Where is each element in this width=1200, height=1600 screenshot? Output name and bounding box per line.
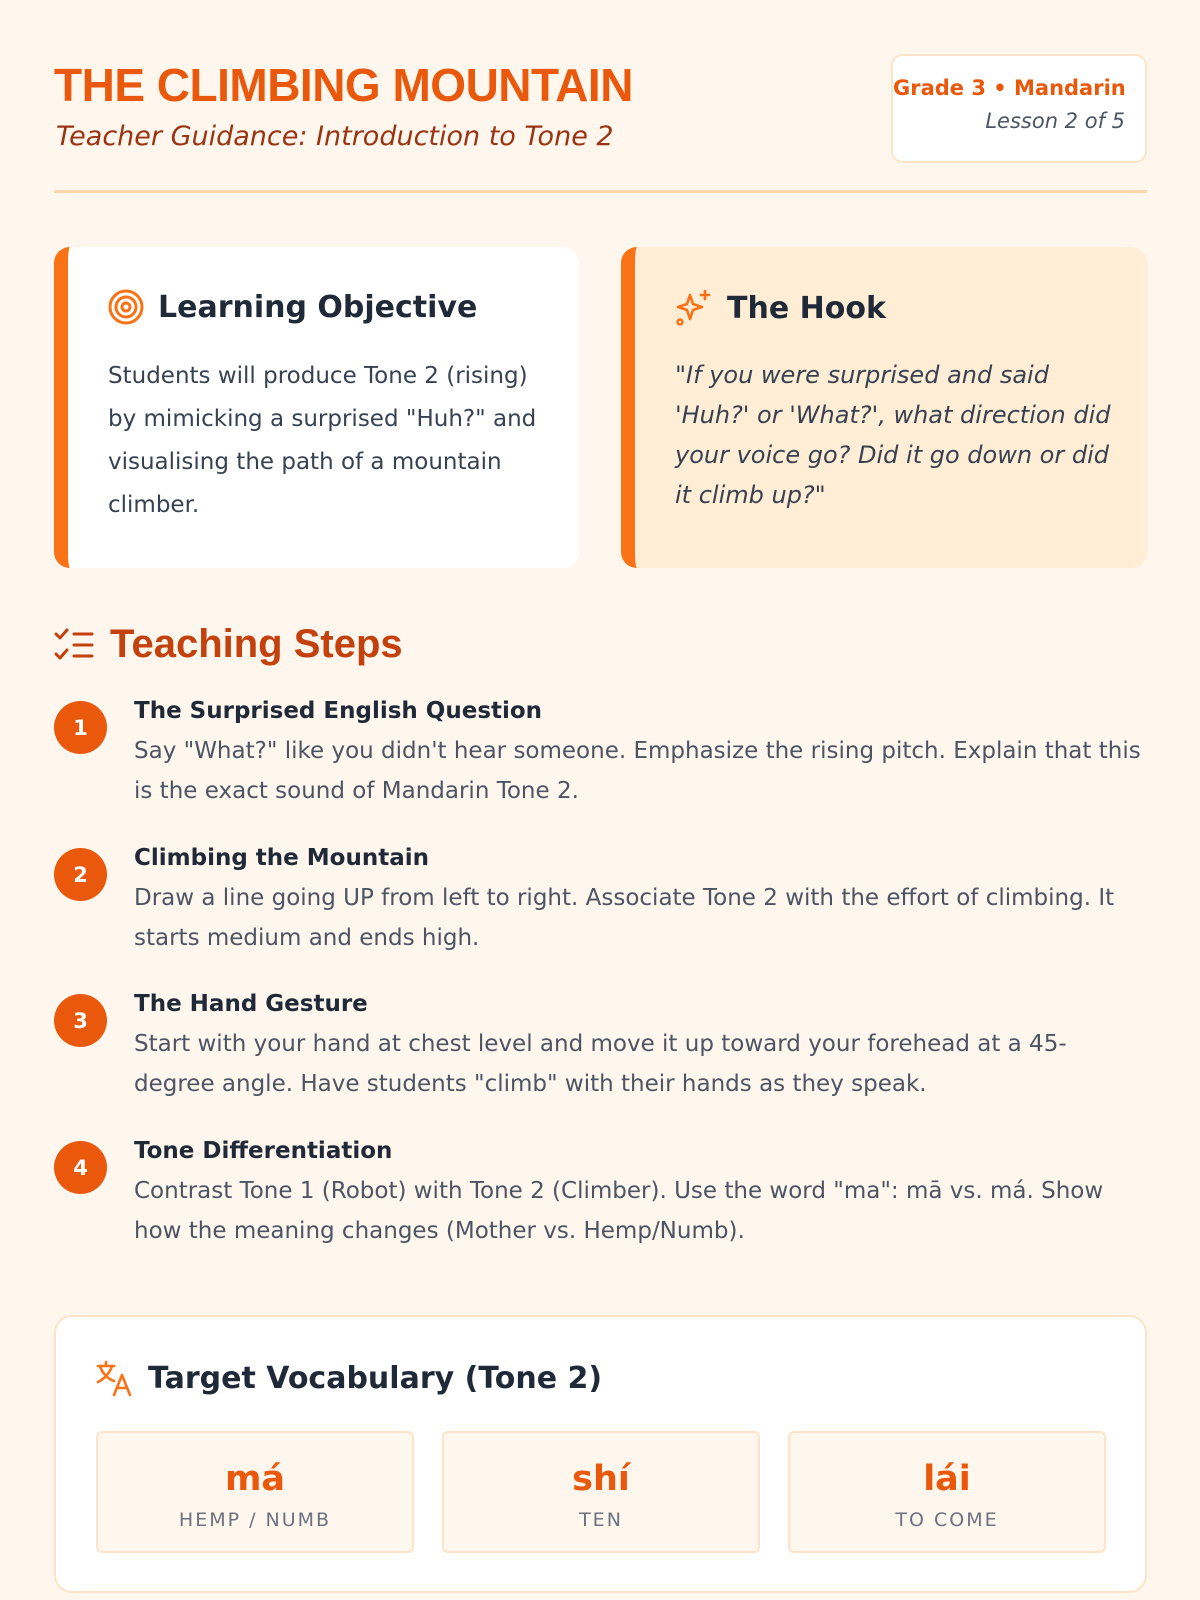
hook-heading	[675, 289, 886, 327]
page-title: THE CLIMBING MOUNTAIN	[54, 59, 633, 111]
hook-text: "If you were surprised and said 'Huh?' or 'What?', what direction did your voice go? Did it go down or did it climb up?"	[675, 361, 1111, 509]
step-heading: The Hand Gesture	[134, 991, 368, 1017]
target-vocabulary-heading	[96, 1359, 602, 1397]
intro-cards	[54, 247, 1147, 568]
learning-objective-title: Learning Objective	[158, 289, 478, 325]
step-number-badge: 3	[54, 994, 107, 1047]
vocab-card	[96, 1431, 414, 1553]
header	[54, 0, 1147, 193]
lesson-label: Lesson 2 of 5	[985, 109, 1125, 133]
target-icon	[108, 289, 144, 325]
sparkles-icon	[675, 289, 713, 327]
learning-objective-text: Students will produce Tone 2 (rising) by mimicking a surprised "Huh?" and visualising the path of a mountain climber.	[108, 363, 537, 518]
learning-objective-card	[54, 247, 579, 568]
vocab-meaning: TEN	[579, 1509, 623, 1531]
page-subtitle: Teacher Guidance: Introduction to Tone 2	[56, 121, 614, 152]
teaching-steps-title: Teaching Steps	[110, 622, 403, 666]
teaching-steps-heading	[54, 622, 403, 667]
step-description: Contrast Tone 1 (Robot) with Tone 2 (Climber). Use the word "ma": mā vs. má. Show how the meaning changes (Mother vs. Hemp/Numb).	[134, 1178, 1104, 1244]
vocab-pinyin: má	[224, 1459, 286, 1499]
grade-label: Grade 3 • Mandarin	[893, 76, 1126, 100]
step-number-badge: 1	[54, 701, 107, 754]
checklist-icon	[54, 628, 94, 662]
translate-icon	[96, 1359, 134, 1397]
lesson-meta-box	[891, 54, 1147, 163]
step-heading: Climbing the Mountain	[134, 845, 429, 871]
step-heading: Tone Differentiation	[134, 1138, 393, 1164]
target-vocabulary-title: Target Vocabulary (Tone 2)	[148, 1360, 603, 1396]
lesson-page	[54, 0, 1147, 1531]
vocab-meaning: TO COME	[895, 1509, 999, 1531]
vocab-meaning: HEMP / NUMB	[178, 1509, 332, 1531]
vocab-card	[442, 1431, 760, 1553]
step-description: Draw a line going UP from left to right. Associate Tone 2 with the effort of climbing. It starts medium and ends high.	[134, 885, 1115, 951]
step-number-badge: 4	[54, 1141, 107, 1194]
step-description: Say "What?" like you didn't hear someone. Emphasize the rising pitch. Explain that this is the exact sound of Mandarin Tone 2.	[134, 738, 1141, 804]
vocab-pinyin: shí	[572, 1459, 630, 1499]
step-number-badge: 2	[54, 848, 107, 901]
step-heading: The Surprised English Question	[134, 698, 543, 724]
target-vocabulary-panel	[54, 1315, 1147, 1593]
hook-title: The Hook	[727, 290, 886, 326]
step-description: Start with your hand at chest level and move it up toward your forehead at a 45-degree angle. Have students "climb" with their hands as they speak.	[134, 1031, 1067, 1097]
hook-card	[621, 247, 1147, 568]
vocab-card	[788, 1431, 1106, 1553]
vocab-pinyin: lái	[923, 1459, 971, 1499]
learning-objective-heading	[108, 289, 477, 325]
